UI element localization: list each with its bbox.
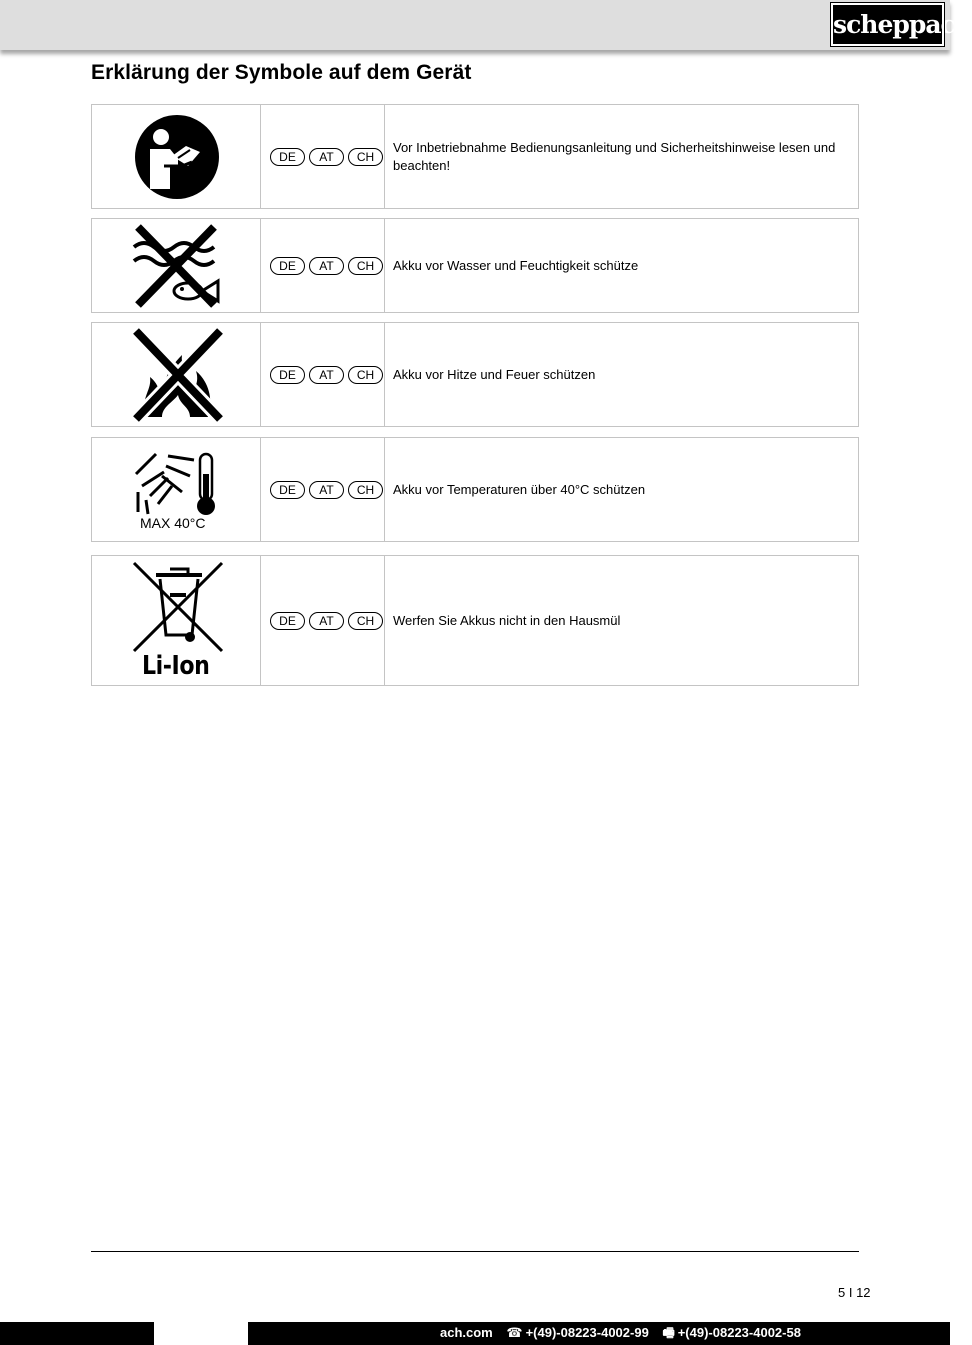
- brand-logo: scheppach: [831, 3, 944, 46]
- fax-icon: 🖷: [662, 1325, 675, 1340]
- country-code: CH: [348, 366, 383, 384]
- country-codes: [270, 148, 384, 166]
- symbol-row-fire: [91, 322, 859, 427]
- country-code: AT: [309, 366, 344, 384]
- page-number: 5 I 12: [838, 1285, 871, 1300]
- country-code: AT: [309, 612, 344, 630]
- country-code: AT: [309, 148, 344, 166]
- symbol-row-disposal: [91, 555, 859, 686]
- fax-number: +(49)-08223-4002-58: [677, 1325, 801, 1340]
- symbol-row-manual: [91, 104, 859, 209]
- country-codes: [270, 257, 384, 275]
- country-code: CH: [348, 481, 383, 499]
- symbol-row-water: [91, 218, 859, 313]
- symbol-description: Vor Inbetriebnahme Bedienungsanleitung und Sicherheitshinweise lesen und beachten!: [393, 139, 836, 173]
- footer-divider: [91, 1251, 859, 1252]
- country-code: DE: [270, 257, 305, 275]
- country-code: DE: [270, 366, 305, 384]
- country-code: DE: [270, 148, 305, 166]
- contact-info: [440, 1322, 811, 1345]
- website-link[interactable]: ach.com: [440, 1325, 493, 1340]
- symbol-description: Werfen Sie Akkus nicht in den Hausmül: [393, 612, 621, 628]
- contact-bar: [0, 1322, 950, 1345]
- country-codes: [270, 481, 384, 499]
- symbol-description: Akku vor Wasser und Feuchtigkeit schütze: [393, 257, 639, 273]
- country-codes: [270, 612, 384, 630]
- country-code: DE: [270, 481, 305, 499]
- li-ion-label: Li-Ion: [142, 651, 210, 681]
- top-bar: [0, 0, 972, 50]
- page-title: Erklärung der Symbole auf dem Gerät: [91, 61, 472, 84]
- country-codes: [270, 366, 384, 384]
- temperature-caption: MAX 40°C: [140, 515, 206, 531]
- country-code: AT: [309, 257, 344, 275]
- read-manual-icon: [134, 114, 220, 200]
- phone-number: +(49)-08223-4002-99: [525, 1325, 649, 1340]
- no-water-icon: [132, 225, 224, 307]
- symbol-description: Akku vor Temperaturen über 40°C schützen: [393, 481, 646, 497]
- no-fire-icon: [132, 329, 224, 421]
- crossed-bin-icon: [132, 561, 224, 653]
- max-temperature-icon: [132, 444, 222, 516]
- country-code: CH: [348, 257, 383, 275]
- symbol-description: Akku vor Hitze und Feuer schützen: [393, 366, 596, 382]
- country-code: DE: [270, 612, 305, 630]
- country-code: AT: [309, 481, 344, 499]
- phone-icon: ☎: [506, 1325, 523, 1340]
- country-code: CH: [348, 612, 383, 630]
- symbol-row-temperature: [91, 437, 859, 542]
- country-code: CH: [348, 148, 383, 166]
